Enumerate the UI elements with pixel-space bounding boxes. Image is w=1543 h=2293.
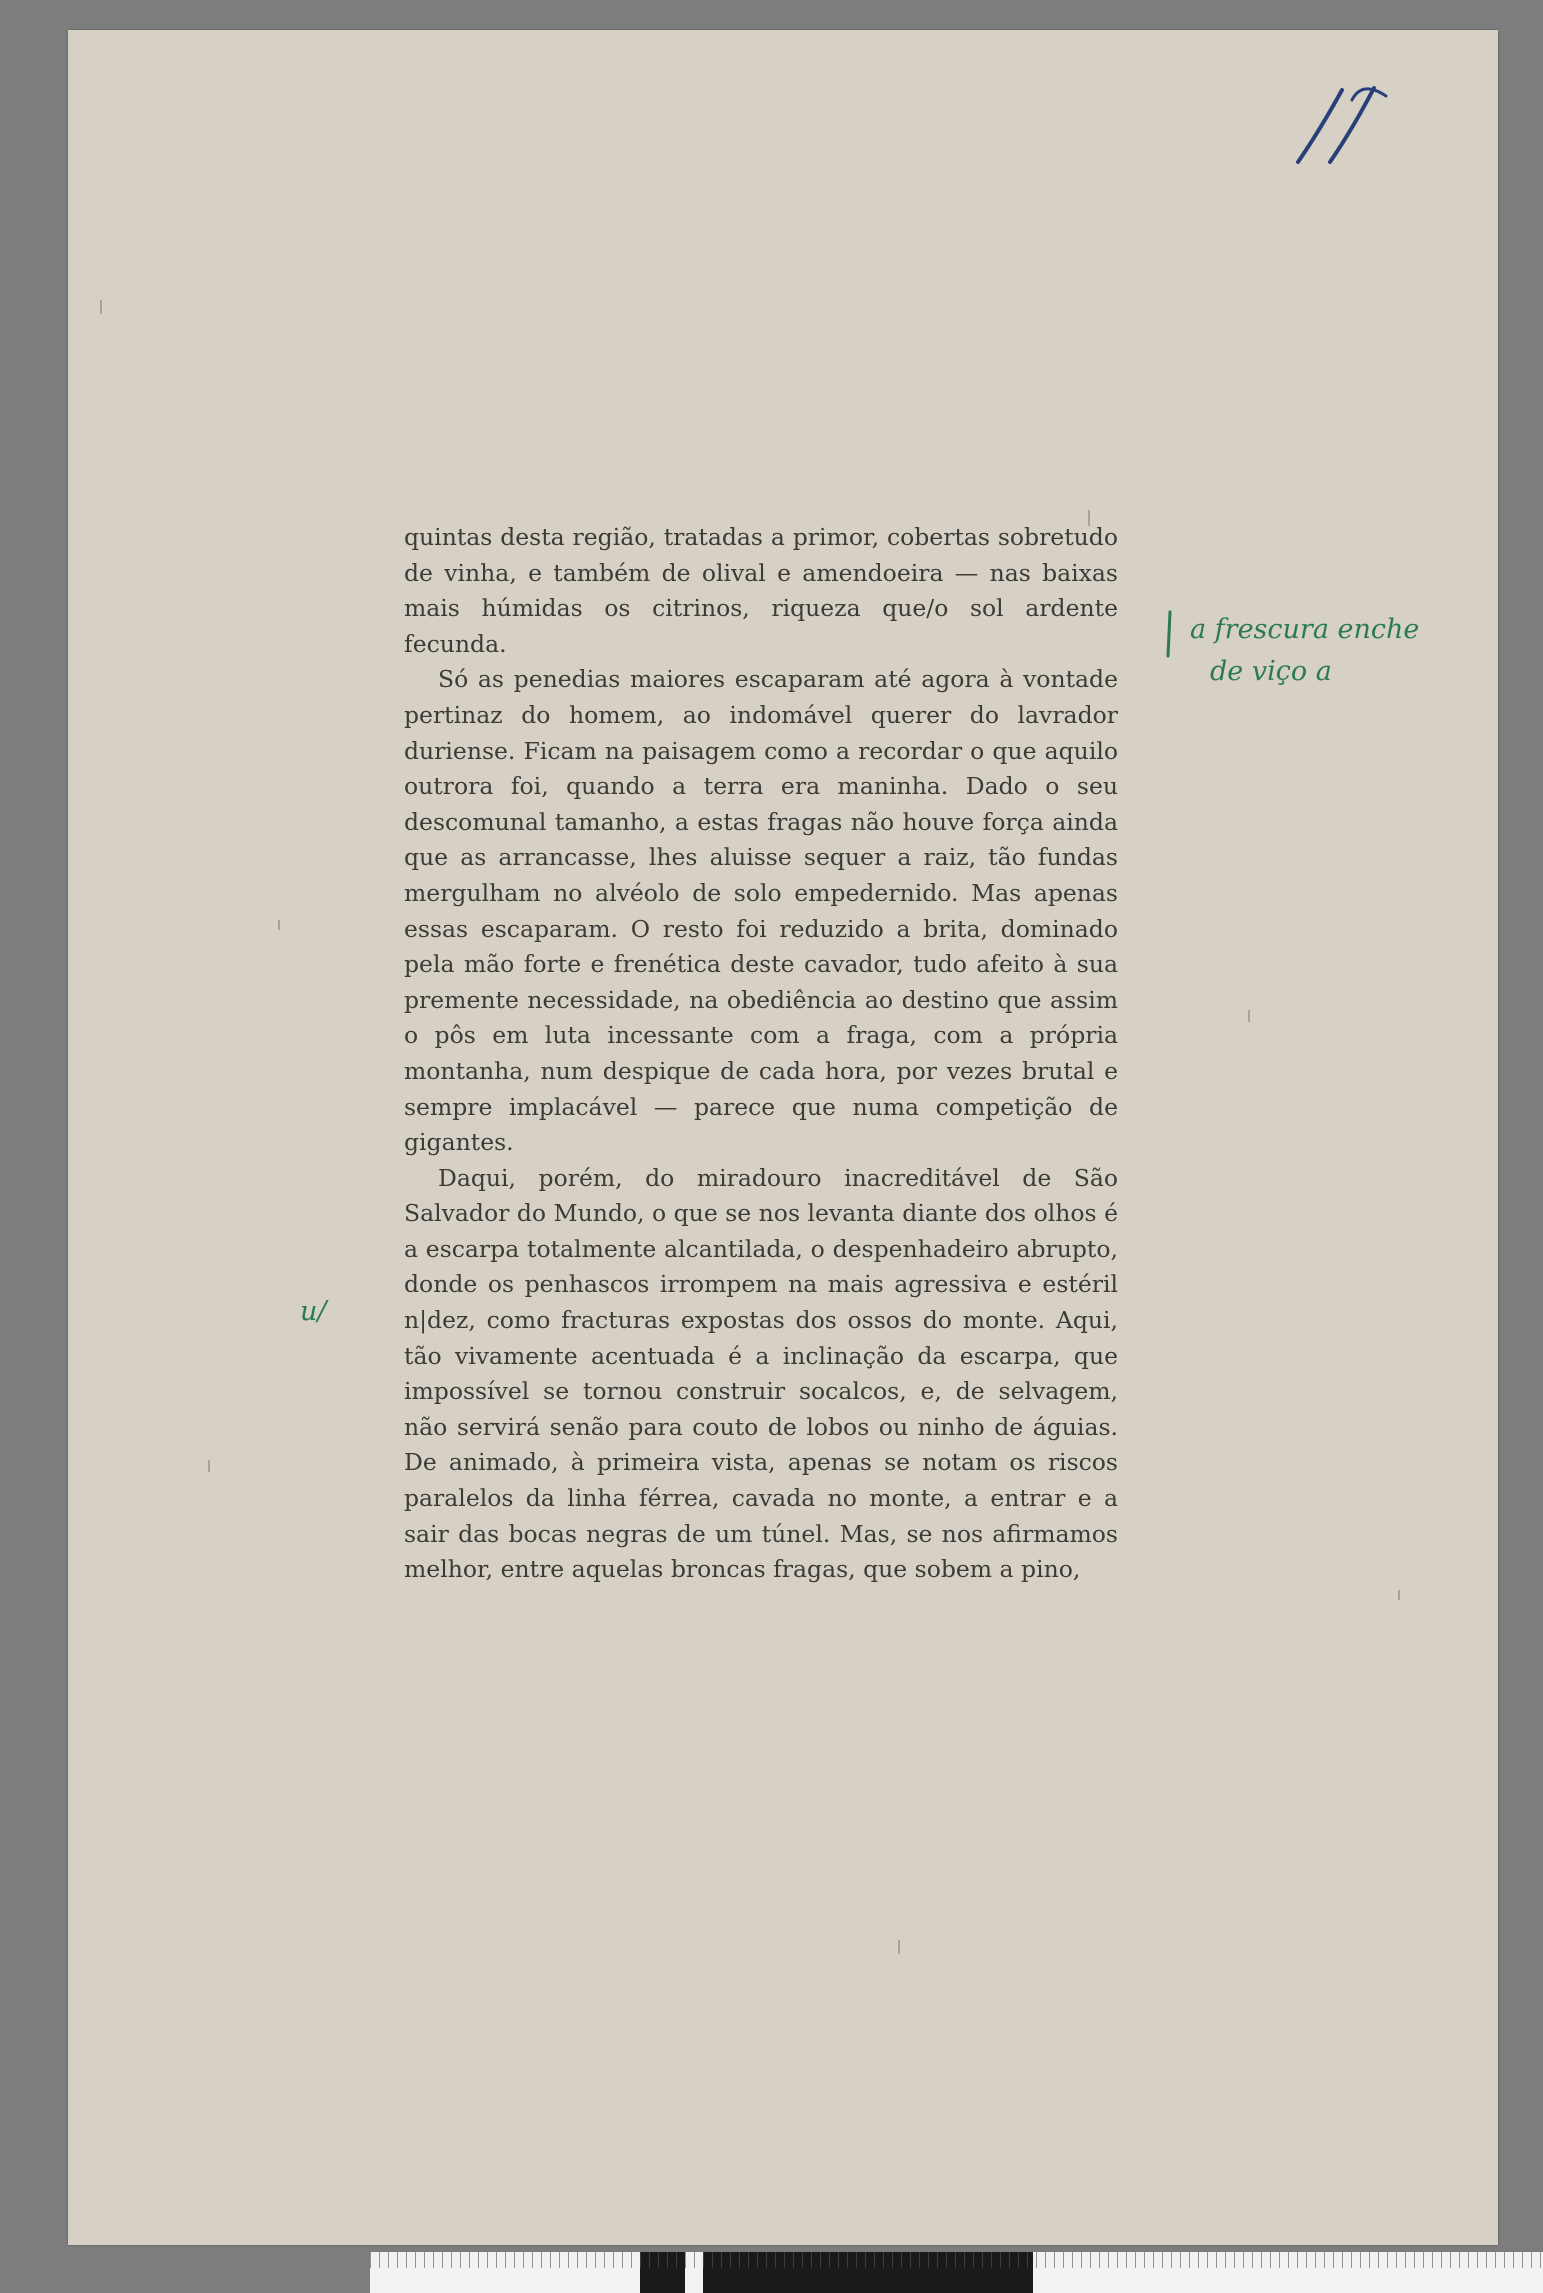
paragraph: quintas desta região, tratadas a primor, cobertas sobretudo de vinha, e também de olival e amendoeira — nas baixas mais húmidas os citrinos, riqueza que/o sol ardente fecunda. bbox=[404, 523, 1118, 658]
paper-speck bbox=[898, 1940, 900, 1954]
paragraph: Daqui, porém, do miradouro inacreditável de São Salvador do Mundo, o que se nos levanta diante dos olhos é a escarpa totalmente alcantilada, o despenhadeiro abrupto, donde os penhascos irrompem na mais agressiva e estéril n|dez, como fracturas expostas dos ossos do monte. Aqui, tão vivamente acentuada é a inclinação da escarpa, que impossível se tornou construir socalcos, e, de selvagem, não servirá senão para couto de lobos ou ninho de águias. De animado, à primeira vista, apenas se notam os riscos paralelos da linha férrea, cavada no monte, a entrar e a sair das bocas negras de um túnel. Mas, se nos afirmamos melhor, entre aquelas broncas fragas, que sobem a pino, bbox=[404, 1163, 1118, 1584]
folio-strokes bbox=[1290, 70, 1440, 180]
margin-note-line-1: a frescura enche bbox=[1190, 614, 1420, 645]
paper-speck bbox=[1248, 1010, 1250, 1022]
ruler-ticks bbox=[370, 2252, 1543, 2268]
margin-note-line-2: de viço a bbox=[1210, 656, 1332, 687]
left-margin-correction: u/ bbox=[300, 1296, 327, 1327]
paper-speck bbox=[208, 1460, 210, 1472]
paragraph: Só as penedias maiores escaparam até agora à vontade pertinaz do homem, ao indomável querer do lavrador duriense. Ficam na paisagem como a recordar o que aquilo outrora foi, quando a terra era maninha. Dado o seu descomunal tamanho, a estas fragas não houve força ainda que as arrancasse, lhes aluisse sequer a raiz, tão fundas mergulham no alvéolo de solo empedernido. Mas apenas essas escaparam. O resto foi reduzido a brita, dominado pela mão forte e frenética deste cavador, tudo afeito à sua premente necessidade, na obediência ao destino que assim o pôs em luta incessante com a fraga, com a própria montanha, num despique de cada hora, por vezes brutal e sempre implacável — parece que numa competição de gigantes. bbox=[404, 665, 1118, 1157]
paper-speck bbox=[278, 920, 280, 930]
paper-speck bbox=[1398, 1590, 1400, 1600]
insertion-bar bbox=[1162, 598, 1182, 658]
page-number-handwritten bbox=[1290, 70, 1440, 180]
body-text bbox=[404, 520, 1118, 1588]
paper-speck bbox=[100, 300, 102, 314]
margin-annotation bbox=[1162, 598, 1462, 708]
